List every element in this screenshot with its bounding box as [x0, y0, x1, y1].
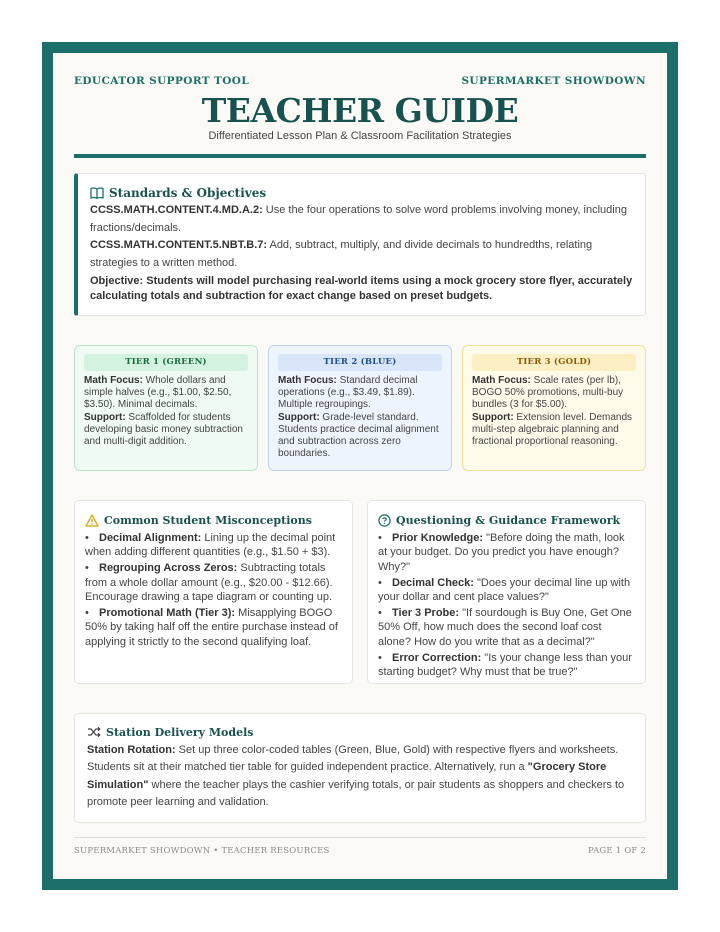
questioning-heading-text: Questioning & Guidance Framework: [396, 513, 621, 527]
standards-heading: [90, 184, 633, 202]
standard-2: [90, 237, 633, 272]
tier-3-support-text: Extension level. Demands multi-step algebraic planning and fractional proportional reasoning.: [472, 411, 633, 448]
item-label: Decimal Check:: [392, 576, 474, 589]
item-text: Lining up the decimal point when adding different quantities (e.g., $1.50 + $3).: [85, 532, 336, 559]
list-item: [378, 606, 635, 649]
station-card: [74, 713, 646, 823]
questioning-list: [378, 531, 635, 680]
misconceptions-heading-text: Common Student Misconceptions: [104, 513, 312, 527]
tier-2-focus-label: Math Focus:: [278, 375, 337, 386]
tier-2-focus-text: Standard decimal operations (e.g., $3.49, $1.89). Multiple regroupings.: [278, 375, 418, 411]
misconceptions-heading: [85, 511, 342, 529]
warning-icon: [85, 514, 99, 527]
station-heading-text: Station Delivery Models: [106, 725, 254, 739]
item-text: Subtracting totals from a whole dollar amount (e.g., $20.00 - $12.66). Encourage drawing a tape diagram or counting up.: [85, 562, 333, 604]
tier-3-focus-text: Scale rates (per lb), BOGO 50% promotions, multi-buy bundles (3 for $5.00).: [472, 375, 624, 411]
item-label: Regrouping Across Zeros:: [99, 562, 238, 575]
station-text-2: where the teacher plays the cashier verifying totals, or pair students as shoppers and checkers to promote peer learning and validation.: [87, 778, 625, 808]
item-text: "Is your change less than your starting budget? Why must that be true?": [378, 651, 632, 679]
page-title: TEACHER GUIDE: [201, 91, 519, 130]
station-text: [87, 742, 633, 811]
item-label: Decimal Alignment:: [99, 532, 202, 544]
simulation-label: "Grocery Store Simulation": [87, 761, 607, 791]
tier-1-card: [74, 345, 258, 471]
book-icon: [90, 187, 104, 199]
standard-2-code: CCSS.MATH.CONTENT.5.NBT.B.7:: [90, 239, 268, 251]
footer-divider: [74, 837, 646, 838]
item-text: "Does your decimal line up with your dollar and cent place values?": [378, 576, 631, 604]
station-text-1: Set up three color-coded tables (Green, Blue, Gold) with respective flyers and worksheets. Students sit at their matched tier table for guided independent practice. Alternatively, run a: [87, 744, 619, 774]
standard-1-text: Use the four operations to solve word problems involving money, including fractions/decimals.: [90, 204, 627, 234]
item-text: "If sourdough is Buy One, Get One 50% Off, how much does the second loaf cost alone? How do you write that as a decimal?": [378, 607, 632, 648]
standards-heading-text: Standards & Objectives: [109, 186, 267, 200]
tier-1-support-label: Support:: [84, 411, 126, 423]
item-label: Tier 3 Probe:: [392, 607, 460, 620]
header-kickers: [74, 75, 646, 89]
item-text: "Before doing the math, look at your budget. Do you predict you have enough? Why?": [378, 532, 625, 573]
station-label: Station Rotation:: [87, 744, 176, 756]
tier-1-focus-text: Whole dollars and simple halves (e.g., $1.00, $2.50, $3.50). Minimal decimals.: [84, 375, 232, 411]
header-divider: [74, 154, 646, 158]
page-subtitle: Differentiated Lesson Plan & Classroom Facilitation Strategies: [208, 130, 512, 142]
objective-text: Objective: Students will model purchasing real-world items using a mock grocery store flyer, accurately calculating totals and subtraction for exact change based on preset budgets.: [90, 275, 633, 302]
questioning-heading: [378, 511, 635, 529]
standard-1: [90, 202, 633, 237]
tier-2-card: [268, 345, 452, 471]
tier-2-support-label: Support:: [278, 411, 320, 423]
standard-1-code: CCSS.MATH.CONTENT.4.MD.A.2:: [90, 204, 263, 216]
tier-3-support-label: Support:: [472, 411, 514, 423]
item-label: Prior Knowledge:: [392, 532, 484, 544]
footer-left: SUPERMARKET SHOWDOWN • TEACHER RESOURCES: [74, 846, 330, 856]
questioning-card: [367, 500, 646, 684]
tier-2-text: [278, 375, 442, 460]
tier-2-tag: TIER 2 (BLUE): [278, 354, 442, 371]
misconceptions-card: [74, 500, 353, 684]
item-text: Misapplying BOGO 50% by taking half off the entire purchase instead of applying it strictly to the second qualifying loaf.: [85, 607, 338, 648]
question-circle-icon: [378, 514, 391, 527]
shuffle-icon: [87, 726, 101, 738]
standard-2-text: Add, subtract, multiply, and divide decimals to hundredths, relating strategies to a written method.: [90, 239, 593, 269]
list-item: [85, 606, 342, 649]
tier-1-focus-label: Math Focus:: [84, 375, 143, 386]
tier-1-text: [84, 375, 248, 448]
kicker-left: EDUCATOR SUPPORT TOOL: [74, 75, 250, 87]
misconceptions-list: [85, 531, 342, 649]
list-item: [378, 576, 635, 605]
standards-card: [74, 173, 646, 316]
item-label: Error Correction:: [392, 651, 482, 664]
item-label: Promotional Math (Tier 3):: [99, 607, 236, 620]
list-item: [378, 531, 635, 574]
tier-2-support-text: Grade-level standard. Students practice decimal alignment and subtraction across zero boundaries.: [278, 411, 439, 460]
tier-3-tag: TIER 3 (GOLD): [472, 354, 636, 371]
tier-1-support-text: Scaffolded for students developing basic money subtraction and multi-digit addition.: [84, 411, 243, 448]
tier-3-card: [462, 345, 646, 471]
kicker-right: SUPERMARKET SHOWDOWN: [461, 75, 646, 87]
station-heading: [87, 723, 633, 741]
list-item: [85, 561, 342, 604]
document-page: [53, 53, 667, 879]
tier-3-text: [472, 375, 636, 448]
list-item: [85, 531, 342, 560]
list-item: [378, 651, 635, 680]
tier-3-focus-label: Math Focus:: [472, 375, 531, 386]
tier-1-tag: TIER 1 (GREEN): [84, 354, 248, 371]
page-number: PAGE 1 OF 2: [587, 846, 646, 856]
